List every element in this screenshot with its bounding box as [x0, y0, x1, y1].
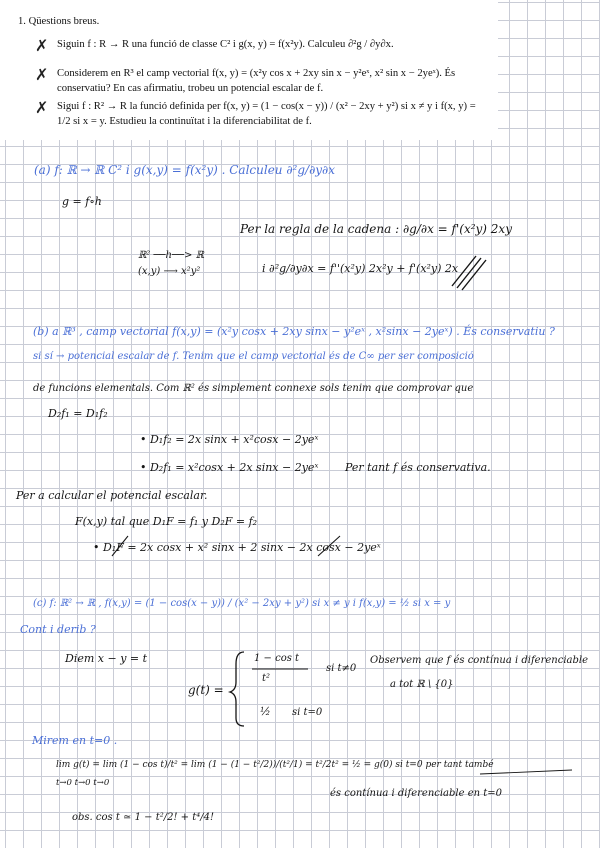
piecewise-label: g(t) = — [188, 683, 224, 697]
case2-condition: si t=0 — [292, 707, 323, 718]
part-a-composition: g = f∘h — [62, 195, 102, 208]
question-c-text: Sigui f : R² → R la funció definida per f(x, y) = (1 − cos(x − y)) / (x² − 2xy + y²) si x ≠ y i f(x, y) = 1/2 si x = y. Estudieu la continuïtat i la diferenciabilitat de f. — [57, 101, 476, 128]
case2-value: ½ — [260, 705, 271, 718]
part-a-map-rule: (x,y) ⟶ x²y² — [138, 266, 201, 277]
part-b-line-6: • D₂f₁ = x²cosx + 2x sinx − 2yeˣ — [140, 461, 319, 474]
question-item-c — [35, 98, 487, 129]
conclusion-underline-icon — [480, 770, 572, 774]
observation-line-1: Observem que f és contínua i diferenciable — [370, 655, 589, 666]
limit-subscripts: t→0 t→0 t→0 — [56, 778, 110, 788]
part-b-line-2: si sí → potencial escalar de f. Tenim que el camp vectorial és de C∞ per ser composició — [33, 351, 474, 362]
case1-numerator: 1 − cos t — [254, 653, 300, 664]
limit-conclusion: és contínua i diferenciable en t=0 — [330, 788, 503, 799]
part-b-line-4: D₂f₁ = D₁f₂ — [48, 407, 108, 420]
printed-question-box — [0, 0, 498, 140]
question-a-text: Siguin f : R → R una funció de classe C² i g(x, y) = f(x²y). Calculeu ∂²g / ∂y∂x. — [57, 39, 394, 50]
part-b-line-8: Per a calcular el potencial escalar. — [16, 489, 208, 502]
part-b-line-1: (b) a ℝ³ , camp vectorial f(x,y) = (x²y cosx + 2xy sinx − y²eˣ , x²sinx − 2yeˣ) . És conservatiu ? — [33, 325, 555, 338]
part-c-line-3: Diem x − y = t — [65, 652, 148, 665]
part-a-header: (a) f: ℝ → ℝ C² i g(x,y) = f(x²y) . Calculeu ∂²g/∂y∂x — [34, 163, 336, 177]
part-a-chain-rule: Per la regla de la cadena : ∂g/∂x = f'(x²y) 2xy — [240, 222, 512, 236]
part-c-line-1: (c) f: ℝ² → ℝ , f(x,y) = (1 − cos(x − y)) / (x² − 2xy + y²) si x ≠ y i f(x,y) = ½ si x = y — [33, 598, 451, 609]
cross-mark-icon: ✗ — [35, 36, 49, 55]
case1-condition: si t≠0 — [326, 663, 357, 674]
part-b-line-7: Per tant f és conservativa. — [345, 461, 491, 474]
part-a-second-derivative: i ∂²g/∂y∂x = f''(x²y) 2x²y + f'(x²y) 2x — [262, 262, 459, 275]
part-b-line-5: • D₁f₂ = 2x sinx + x²cosx − 2yeˣ — [140, 433, 319, 446]
question-item-b — [35, 65, 487, 96]
observation-line-2: a tot ℝ \ {0} — [390, 679, 454, 690]
part-c-line-2: Cont i derib ? — [20, 623, 96, 636]
taylor-observation: obs. cos t ≃ 1 − t²/2! + t⁴/4! — [72, 812, 214, 823]
question-item-a — [35, 36, 487, 55]
part-b-line-9: F(x,y) tal que D₁F = f₁ y D₂F = f₂ — [75, 515, 258, 528]
part-b-line-3: de funcions elementals. Com ℝ² és simplement connexe sols tenim que comprovar que — [33, 383, 474, 394]
cross-mark-icon: ✗ — [35, 98, 49, 117]
question-b-text: Considerem en R³ el camp vectorial f(x, y) = (x²y cos x + 2xy sin x − y²eˣ, x² sin x − 2yeˣ). És conservatiu? En cas afirmatiu, trobeu un potencial escalar de f. — [57, 68, 456, 95]
cross-mark-icon: ✗ — [35, 65, 49, 84]
piecewise-brace-icon — [230, 652, 244, 726]
question-title: 1. Qüestions breus. — [18, 16, 100, 27]
part-b-line-10: • D₁F = 2x cosx + x² sinx + 2 sinx − 2x cosx − 2yeˣ — [93, 541, 381, 554]
part-a-map-arrow: ℝ² ──h──> ℝ — [138, 250, 204, 261]
limit-expression: lim g(t) = lim (1 − cos t)/t² = lim (1 − (1 − t²/2))/(t²/1) = t²/2t² = ½ = g(0) si t=0 per tant també — [56, 760, 494, 770]
case1-denominator: t² — [262, 673, 271, 684]
part-c-line-4: Mirem en t=0 . — [32, 734, 118, 747]
